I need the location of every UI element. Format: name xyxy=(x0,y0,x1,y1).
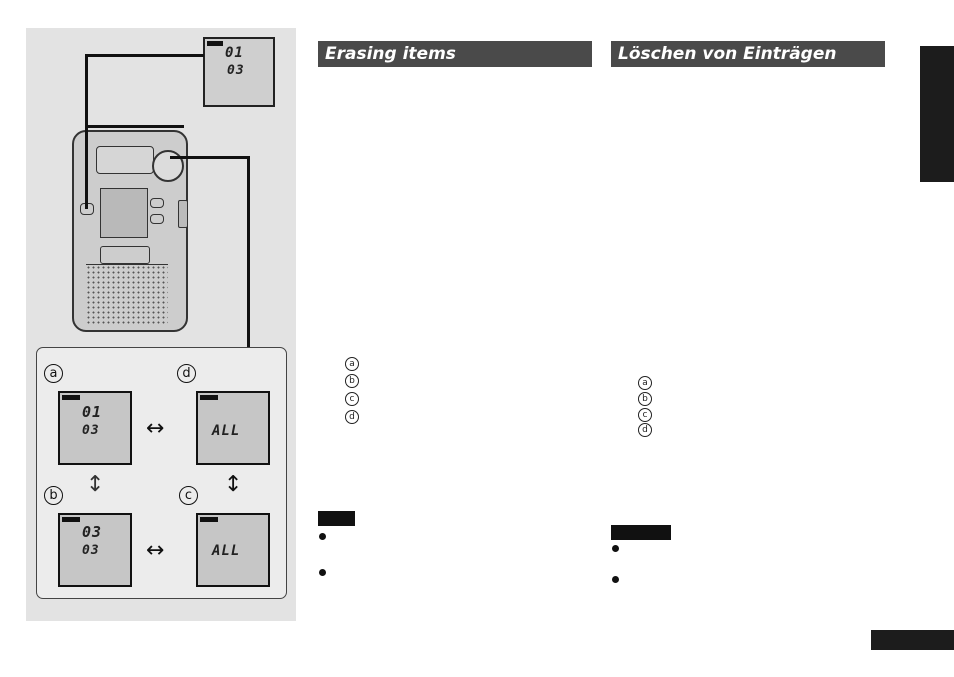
display-bottom-value: 03 xyxy=(82,543,100,558)
display-top-value: 03 xyxy=(82,523,103,541)
list-marker-c: c xyxy=(638,408,652,422)
callout-line xyxy=(170,156,249,159)
list-marker-c: c xyxy=(345,392,359,406)
list-marker-b: b xyxy=(638,392,652,406)
jog-dial xyxy=(152,150,184,182)
display-bottom-value: 03 xyxy=(82,423,100,438)
recorder-screen xyxy=(100,188,148,238)
heading-loeschen-von-eintraegen: Löschen von Einträgen xyxy=(611,41,885,67)
battery-indicator xyxy=(207,41,223,46)
note-label-bar xyxy=(611,525,671,540)
display-top-value: 01 xyxy=(82,403,103,421)
arrow-d-c: ↕ xyxy=(224,472,243,497)
list-marker-a: a xyxy=(345,357,359,371)
recorder-speaker-grille xyxy=(86,264,168,325)
heading-erasing-items: Erasing items xyxy=(318,41,592,67)
recorder-microphone-area xyxy=(96,146,154,174)
display-bottom-value: ALL xyxy=(212,423,241,439)
arrow-a-d: ↔ xyxy=(146,416,165,441)
callout-line xyxy=(85,54,88,209)
callout-line xyxy=(86,125,184,128)
side-switch xyxy=(178,200,188,228)
list-marker-b: b xyxy=(345,374,359,388)
display-mode-d xyxy=(196,391,270,465)
arrow-a-b-dotted: ↕ xyxy=(86,472,105,497)
recorder-button xyxy=(150,214,164,224)
list-marker-d: d xyxy=(345,410,359,424)
recorder-button xyxy=(150,198,164,208)
callout-line xyxy=(86,54,204,57)
list-marker-d: d xyxy=(638,423,652,437)
note-bullet xyxy=(319,533,326,540)
battery-indicator xyxy=(62,395,80,400)
label-d-circle: d xyxy=(177,364,196,383)
list-marker-a: a xyxy=(638,376,652,390)
note-label-bar xyxy=(318,511,355,526)
display-mode-a xyxy=(58,391,132,465)
recorder-display-small xyxy=(203,37,275,107)
display-mode-c xyxy=(196,513,270,587)
label-c-circle: c xyxy=(179,486,198,505)
note-bullet xyxy=(319,569,326,576)
language-side-tab xyxy=(920,46,954,182)
arrow-b-c: ↔ xyxy=(146,538,165,563)
label-b-circle: b xyxy=(44,486,63,505)
note-bullet xyxy=(612,576,619,583)
display-bottom-value: ALL xyxy=(212,543,241,559)
battery-indicator xyxy=(200,517,218,522)
page-number-box xyxy=(871,630,954,650)
display-mode-b xyxy=(58,513,132,587)
battery-indicator xyxy=(62,517,80,522)
recorder-control-buttons xyxy=(100,246,150,264)
battery-indicator xyxy=(200,395,218,400)
label-a-circle: a xyxy=(44,364,63,383)
display-bottom-value: 03 xyxy=(227,63,245,78)
display-top-value: 01 xyxy=(225,45,244,61)
callout-line xyxy=(247,156,250,348)
note-bullet xyxy=(612,545,619,552)
